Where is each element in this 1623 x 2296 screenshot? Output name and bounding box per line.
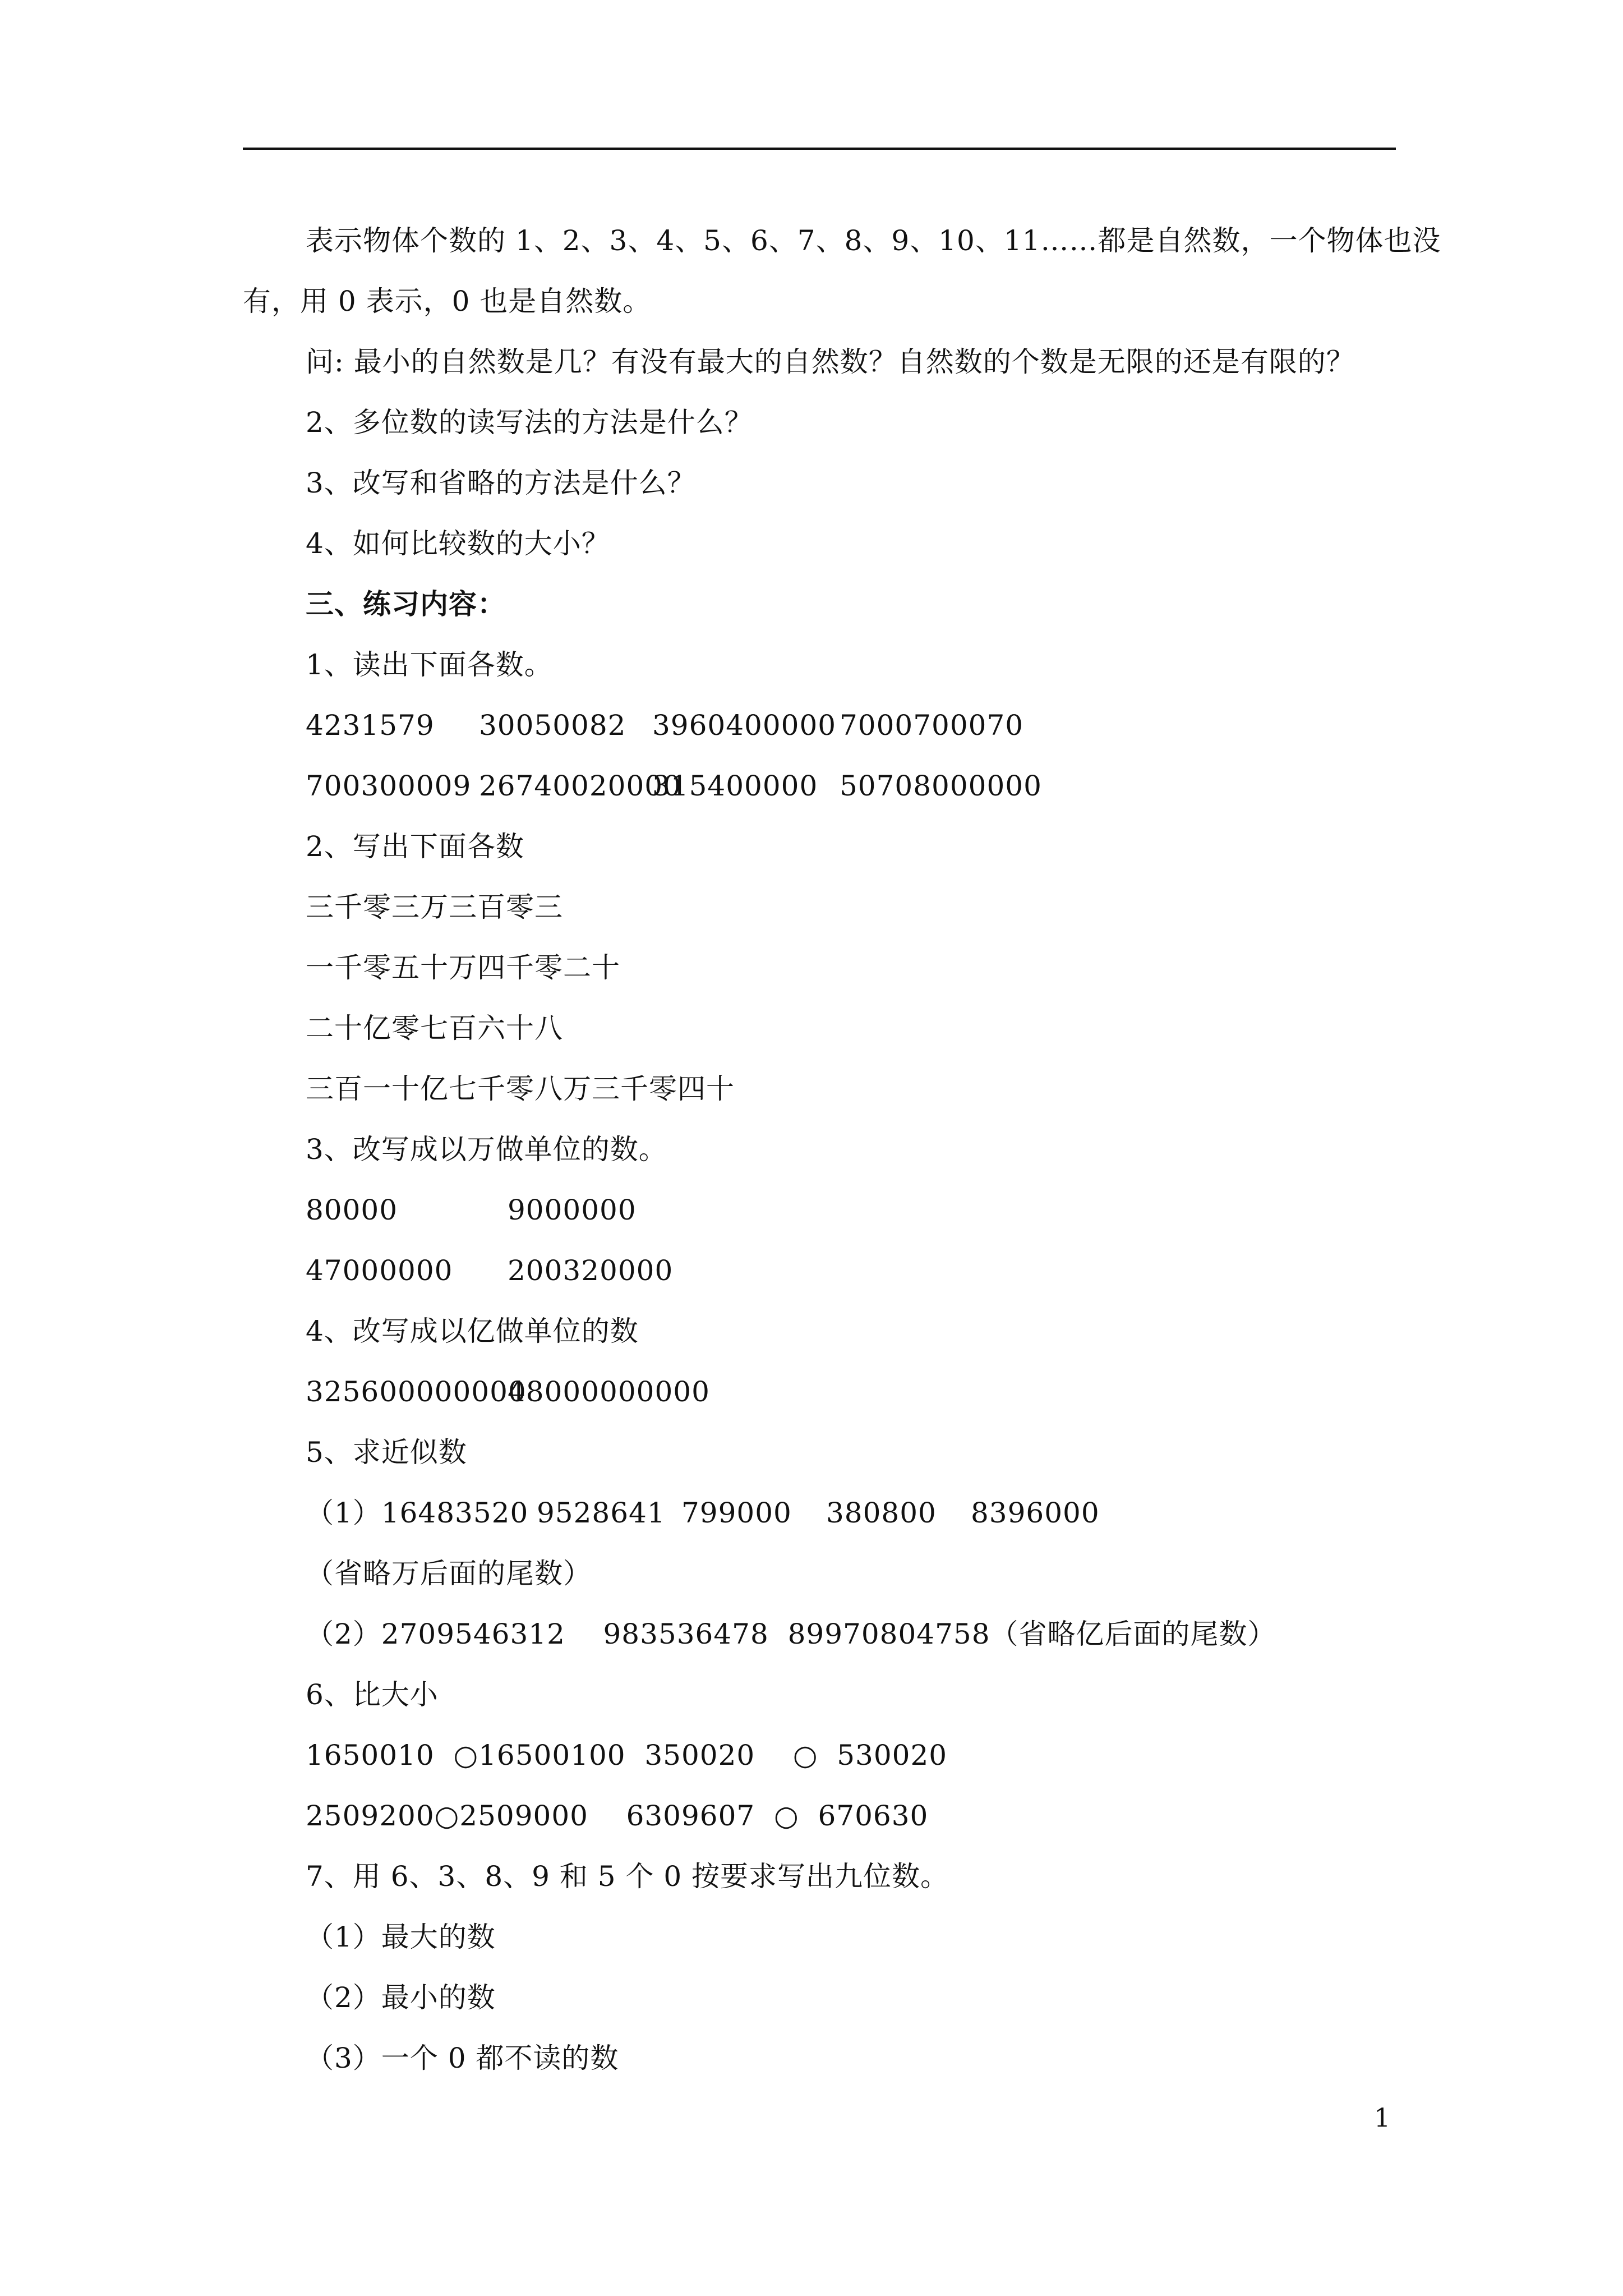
number-item: 48000000000 <box>508 1375 710 1408</box>
number-item: 200320000 <box>508 1254 674 1287</box>
exercise-2-item: 三千零三万三百零三 <box>306 891 563 923</box>
number-item: 9528641 <box>537 1497 666 1529</box>
section-heading: 三、练习内容： <box>306 587 506 620</box>
header-rule <box>243 148 1396 150</box>
question-2: 2、多位数的读写法的方法是什么？ <box>306 406 753 439</box>
exercise-3-row-1 <box>243 1180 1398 1240</box>
question-3: 3、改写和省略的方法是什么？ <box>306 467 696 499</box>
exercise-7-title: 7、用 6、3、8、9 和 5 个 0 按要求写出九位数。 <box>306 1860 949 1893</box>
intro-line-1: 表示物体个数的 1、2、3、4、5、6、7、8、9、10、11……都是自然数，一个物体也没 <box>306 224 1441 257</box>
number-item: 4231579 <box>306 709 435 742</box>
number-item: 3960400000 <box>652 709 837 742</box>
number-item: 7000700070 <box>840 709 1024 742</box>
exercise-4-row <box>243 1361 1398 1422</box>
number-item: 30050082 <box>479 709 626 742</box>
number-item: 799000 <box>681 1497 792 1529</box>
number-item: 380800 <box>826 1497 937 1529</box>
exercise-5-part-1-note: （省略万后面的尾数） <box>306 1557 592 1590</box>
number-item: 47000000 <box>306 1254 453 1287</box>
exercise-3-title: 3、改写成以万做单位的数。 <box>306 1133 667 1166</box>
exercise-4-title: 4、改写成以亿做单位的数 <box>306 1315 639 1347</box>
document-body <box>243 210 1441 2088</box>
exercise-7-item: （1）最大的数 <box>306 1921 496 1953</box>
question-4: 4、如何比较数的大小？ <box>306 527 610 560</box>
exercise-1-row-1 <box>243 695 1398 756</box>
number-item: 26740020000 <box>479 770 681 802</box>
exercise-5-title: 5、求近似数 <box>306 1436 467 1469</box>
exercise-2-item: 三百一十亿七千零八万三千零四十 <box>306 1073 735 1105</box>
exercise-2-item: 一千零五十万四千零二十 <box>306 951 620 984</box>
exercise-1-row-2 <box>243 756 1398 816</box>
exercise-3-row-2 <box>243 1240 1398 1301</box>
number-item: 9000000 <box>508 1194 637 1226</box>
exercise-6-title: 6、比大小 <box>306 1678 439 1711</box>
exercise-2-item: 二十亿零七百六十八 <box>306 1012 563 1045</box>
exercise-6-row-2: 2509200○2509000 6309607 ○ 670630 <box>306 1800 929 1832</box>
number-item: 325600000000 <box>306 1375 527 1408</box>
number-item: 80000 <box>306 1194 398 1226</box>
question-line: 问: 最小的自然数是几？有没有最大的自然数？自然数的个数是无限的还是有限的？ <box>306 346 1355 378</box>
intro-line-2: 有，用 0 表示，0 也是自然数。 <box>243 285 652 318</box>
exercise-2-title: 2、写出下面各数 <box>306 830 524 863</box>
page-number: 1 <box>1374 2102 1391 2133</box>
exercise-5-part-2: （2）2709546312 983536478 89970804758（省略亿后面的尾数） <box>306 1618 1276 1650</box>
exercise-5-part-1 <box>243 1483 1398 1543</box>
exercise-1-title: 1、读出下面各数。 <box>306 648 553 681</box>
number-item: 50708000000 <box>840 770 1042 802</box>
exercise-7-item: （3）一个 0 都不读的数 <box>306 2042 619 2074</box>
exercise-6-row-1: 1650010 ○16500100 350020 ○ 530020 <box>306 1739 948 1772</box>
exercise-7-item: （2）最小的数 <box>306 1981 496 2014</box>
number-item: 8396000 <box>971 1497 1100 1529</box>
number-item: （1）16483520 <box>306 1497 529 1529</box>
number-item: 315400000 <box>652 770 818 802</box>
number-item: 700300009 <box>306 770 472 802</box>
